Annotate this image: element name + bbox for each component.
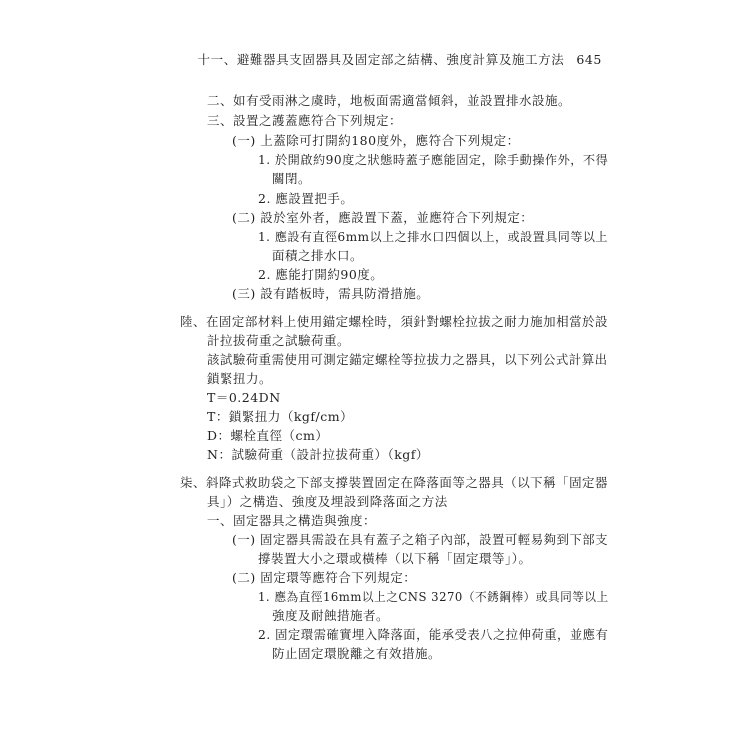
text-line: (一) 固定器具需設在具有蓋子之箱子內部，設置可輕易夠到下部支	[232, 532, 609, 547]
text-line: 1. 於開啟約90度之狀態時蓋子應能固定，除手動操作外，不得	[258, 153, 609, 167]
text-line: 撐裝置大小之環或橫棒（以下稱「固定環等」）。	[258, 551, 532, 566]
text-line: 二、如有受雨淋之虞時，地板面需適當傾斜，並設置排水設施。	[207, 93, 572, 108]
text-line: (二) 固定環等應符合下列規定：	[232, 570, 417, 585]
formula: T＝0.24DN	[207, 390, 281, 405]
text-line: 2. 應設置把手。	[258, 191, 354, 206]
text-line: 2. 固定環需確實埋入降落面，能承受表八之拉伸荷重，並應有	[258, 628, 609, 642]
text-line: 1. 應設有直徑6mm以上之排水口四個以上，或設置具同等以上	[258, 230, 608, 244]
chapter-title: 十一、避難器具支固器具及固定部之結構、強度計算及施工方法	[197, 52, 565, 67]
text-line: 陸、在固定部材料上使用錨定螺栓時，須針對螺栓拉拔之耐力施加相當於設	[180, 314, 608, 329]
text-line: 防止固定環脫離之有效措施。	[272, 646, 442, 661]
text-line: (一) 上蓋除可打開約180度外，應符合下列規定：	[232, 133, 520, 148]
text-line: 一、固定器具之構造與強度：	[207, 513, 377, 528]
text-line: 關閉。	[272, 171, 312, 186]
formula-legend: T：鎖緊扭力（kgf/cm）	[207, 409, 354, 424]
text-line: 強度及耐蝕措施者。	[272, 608, 390, 623]
text-line: (二) 設於室外者，應設置下蓋，並應符合下列規定：	[232, 210, 534, 225]
text-line: 該試驗荷重需使用可測定錨定螺栓等拉拔力之器具，以下列公式計算出	[207, 352, 608, 367]
text-line: 柒、斜降式救助袋之下部支撐裝置固定在降落面等之器具（以下稱「固定器	[180, 475, 608, 490]
page-header	[198, 50, 602, 68]
text-line: 鎖緊扭力。	[207, 371, 273, 386]
text-line: (三) 設有踏板時，需具防滑措施。	[232, 286, 430, 301]
text-line: 面積之排水口。	[272, 248, 364, 263]
text-line: 三、設置之護蓋應符合下列規定：	[207, 113, 403, 128]
text-line: 計拉拔荷重之試驗荷重。	[207, 333, 351, 348]
text-line: 具」）之構造、強度及埋設到降落面之方法	[207, 494, 448, 509]
text-line: 2. 應能打開約90度。	[258, 267, 384, 282]
page-number: 645	[576, 52, 602, 67]
text-line: 1. 應為直徑16mm以上之CNS 3270（不銹鋼棒）或具同等以上	[258, 590, 609, 604]
formula-legend: N：試驗荷重（設計拉拔荷重）（kgf）	[207, 447, 429, 462]
formula-legend: D：螺栓直徑（cm）	[207, 428, 329, 443]
